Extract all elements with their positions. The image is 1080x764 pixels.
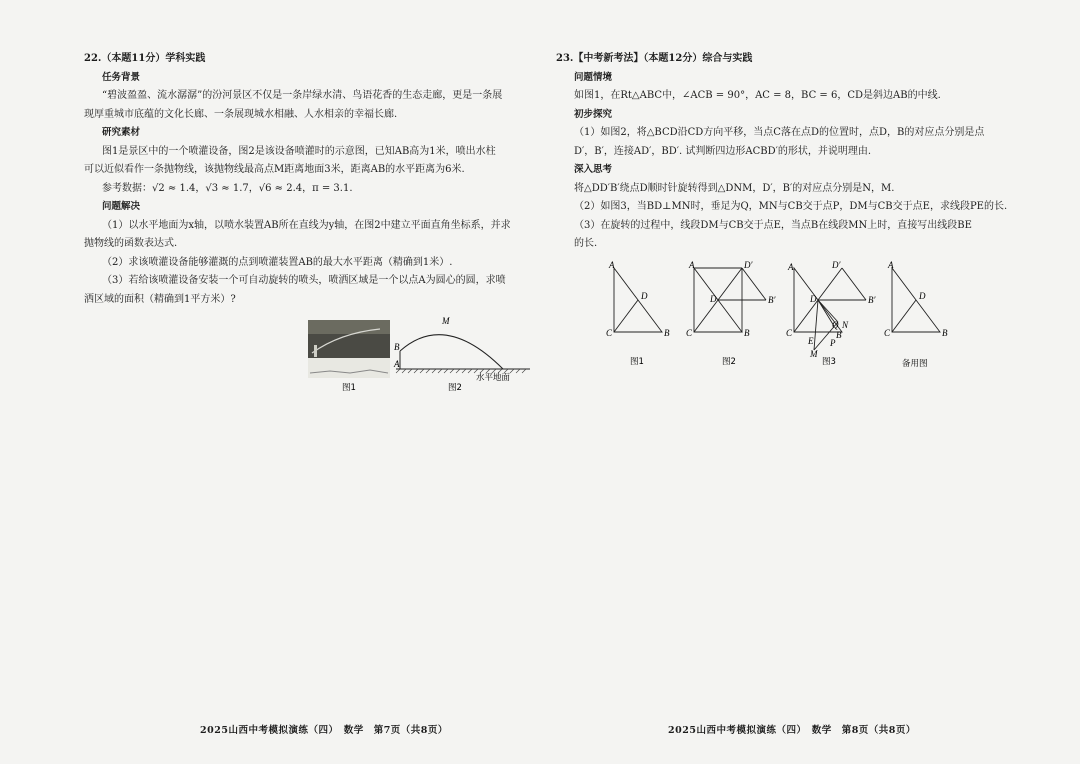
q22-section-material: 研究素材 — [102, 127, 141, 138]
q22-title: 22.（本题11分）学科实践 — [84, 53, 206, 64]
svg-text:C: C — [686, 328, 693, 338]
q22-figures — [300, 315, 530, 395]
q23-fig1-diagram — [614, 268, 662, 332]
q22-fig2-label-b: B — [394, 342, 400, 352]
svg-text:A: A — [888, 260, 894, 270]
q22-background-line: “碧波盈盈、流水潺潺”的汾河景区不仅是一条岸绿水清、鸟语花香的生态走廊，更是一条展 — [102, 90, 503, 101]
q23-title: 23.【中考新考法】（本题12分）综合与实践 — [556, 53, 753, 64]
q22-fig2-diagram — [396, 335, 530, 373]
q23-spare-diagram — [892, 268, 940, 332]
q22-reference-data: 参考数据：√2 ≈ 1.4，√3 ≈ 1.7，√6 ≈ 2.4，π = 3.1. — [102, 182, 353, 194]
q23-figures — [596, 258, 956, 374]
svg-text:D′: D′ — [744, 260, 753, 270]
question-23 — [556, 50, 1016, 254]
q22-fig2-label-m: M — [442, 316, 450, 326]
q22-background-line: 现厚重城市底蕴的文化长廊、一条展现城水相融、人水相亲的幸福长廊. — [84, 108, 398, 120]
svg-text:C: C — [606, 328, 613, 338]
q22-solve-line: （1）以水平地面为x轴，以喷水装置AB所在直线为y轴，在图2中建立平面直角坐标系，并求 — [102, 219, 511, 231]
svg-text:D: D — [919, 291, 926, 301]
q23-fig3-caption: 图3 — [822, 357, 836, 367]
q23-section-explore: 初步探究 — [574, 108, 613, 120]
q23-spare-labels — [884, 260, 948, 338]
q23-fig2-labels — [686, 260, 776, 338]
svg-text:N: N — [842, 320, 849, 330]
q22-material-line: 可以近似看作一条抛物线，该抛物线最高点M距离地面3米，距离AB的水平距离为6米. — [84, 164, 465, 175]
svg-text:D: D — [641, 291, 648, 301]
q22-solve-line: （3）若给该喷灌设备安装一个可自动旋转的喷头，喷洒区域是一个以点A为圆心的圆，求喷 — [102, 275, 506, 286]
q23-fig2-caption: 图2 — [722, 357, 736, 367]
svg-text:A: A — [788, 262, 794, 272]
q22-fig1-photo — [308, 320, 390, 378]
svg-text:B′: B′ — [868, 295, 876, 305]
svg-text:E: E — [808, 336, 814, 346]
question-22 — [84, 50, 524, 309]
footer-right: 2025山西中考模拟演练（四） 数学 第8页（共8页） — [668, 725, 916, 736]
svg-text:B′: B′ — [768, 295, 776, 305]
svg-text:P: P — [830, 338, 836, 348]
q23-fig1-labels — [606, 260, 670, 338]
q23-explore-line: （1）如图2，将△BCD沿CD方向平移，当点C落在点D的位置时，点D，B的对应点分别是点 — [574, 127, 985, 138]
q23-section-situation: 问题情境 — [574, 71, 613, 83]
svg-text:Q: Q — [832, 320, 839, 330]
q23-fig1-caption: 图1 — [630, 357, 644, 367]
svg-text:D′: D′ — [832, 260, 841, 270]
svg-text:D: D — [710, 294, 717, 304]
svg-text:C: C — [884, 328, 891, 338]
footer-left: 2025山西中考模拟演练（四） 数学 第7页（共8页） — [200, 725, 448, 736]
svg-text:B: B — [942, 328, 948, 338]
q23-spare-caption: 备用图 — [902, 359, 928, 369]
q22-section-background: 任务背景 — [102, 71, 141, 83]
svg-text:C: C — [786, 328, 793, 338]
svg-text:D: D — [810, 294, 817, 304]
q22-section-solve: 问题解决 — [102, 201, 141, 212]
svg-text:B: B — [836, 330, 842, 340]
q22-solve-line: 洒区域的面积（精确到1平方米）? — [84, 293, 236, 305]
q22-material-line: 图1是景区中的一个喷灌设备，图2是该设备喷灌时的示意图，已知AB高为1米，喷出水柱 — [102, 145, 496, 157]
svg-text:A: A — [689, 260, 695, 270]
q22-solve-line: 抛物线的函数表达式. — [84, 238, 178, 249]
svg-text:M: M — [810, 349, 818, 359]
q23-deep-line: （3）在旋转的过程中，线段DM与CB交于点E，当点B在线段MN上时，直接写出线段BE — [574, 219, 972, 231]
q22-fig2-ground-label: 水平地面 — [476, 373, 511, 383]
q22-fig2-caption: 图2 — [448, 383, 462, 393]
q23-deep-line: 将△DD′B′绕点D顺时针旋转得到△DNM，D′，B′的对应点分别是N，M. — [574, 182, 895, 194]
q23-deep-line: （2）如图3，当BD⊥MN时，垂足为Q，MN与CB交于点P，DM与CB交于点E，求线段PE的长. — [574, 201, 1008, 212]
q23-deep-line: 的长. — [574, 238, 598, 249]
q23-section-deep: 深入思考 — [574, 164, 613, 175]
q23-situation-line: 如图1，在Rt△ABC中，∠ACB = 90°，AC = 8，BC = 6，CD是斜边AB的中线. — [574, 90, 941, 101]
q22-solve-line: （2）求该喷灌设备能够灌溉的点到喷灌装置AB的最大水平距离（精确到1米）. — [102, 256, 453, 268]
svg-text:B: B — [664, 328, 670, 338]
svg-text:A: A — [609, 260, 615, 270]
q22-fig2-label-a: A — [394, 359, 400, 369]
q23-fig2-diagram — [694, 268, 766, 332]
q22-fig1-caption: 图1 — [342, 383, 356, 393]
svg-text:B: B — [744, 328, 750, 338]
q23-explore-line: D′，B′，连接AD′，BD′. 试判断四边形ACBD′的形状，并说明理由. — [574, 145, 872, 157]
